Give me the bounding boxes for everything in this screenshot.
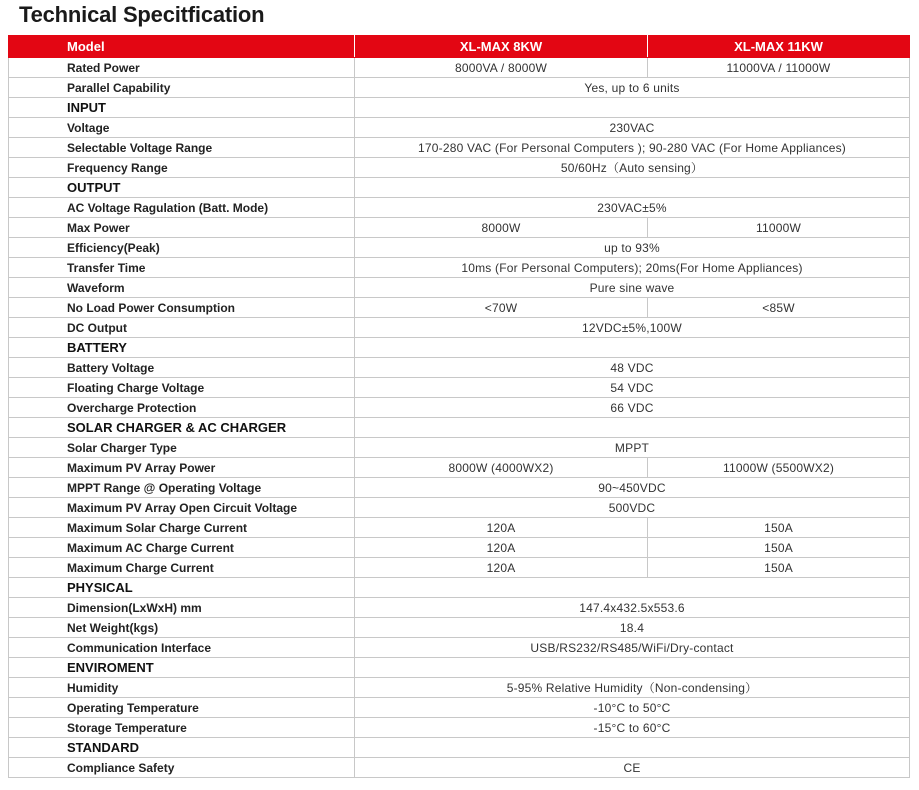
table-row (9, 718, 910, 738)
section-title-battery: BATTERY (9, 338, 355, 358)
section-empty-cell (355, 738, 910, 758)
table-row (9, 138, 910, 158)
row-value: USB/RS232/RS485/WiFi/Dry-contact (355, 638, 910, 658)
row-label: Maximum AC Charge Current (9, 538, 355, 558)
table-row (9, 398, 910, 418)
section-title-standard: STANDARD (9, 738, 355, 758)
row-label: Rated Power (9, 58, 355, 78)
row-value: 90~450VDC (355, 478, 910, 498)
section-row (9, 418, 910, 438)
row-value-a: <70W (355, 298, 648, 318)
table-row (9, 618, 910, 638)
table-row (9, 638, 910, 658)
row-value-b: <85W (648, 298, 910, 318)
section-title-environment: ENVIROMENT (9, 658, 355, 678)
row-value: 48 VDC (355, 358, 910, 378)
row-label: Dimension(LxWxH) mm (9, 598, 355, 618)
row-value: 5-95% Relative Humidity（Non-condensing） (355, 678, 910, 698)
row-value-a: 120A (355, 538, 648, 558)
table-row (9, 298, 910, 318)
row-label: Transfer Time (9, 258, 355, 278)
table-row (9, 478, 910, 498)
table-row (9, 218, 910, 238)
section-empty-cell (355, 418, 910, 438)
row-label: Communication Interface (9, 638, 355, 658)
row-value: MPPT (355, 438, 910, 458)
row-value-b: 150A (648, 518, 910, 538)
row-label: Humidity (9, 678, 355, 698)
table-row (9, 698, 910, 718)
row-label: No Load Power Consumption (9, 298, 355, 318)
table-row (9, 158, 910, 178)
section-title-input: INPUT (9, 98, 355, 118)
row-label: Floating Charge Voltage (9, 378, 355, 398)
row-value: 66 VDC (355, 398, 910, 418)
table-row (9, 498, 910, 518)
row-label: Voltage (9, 118, 355, 138)
row-value: 230VAC (355, 118, 910, 138)
row-value: -10°C to 50°C (355, 698, 910, 718)
table-row (9, 438, 910, 458)
row-value: 10ms (For Personal Computers); 20ms(For Home Appliances) (355, 258, 910, 278)
section-row (9, 658, 910, 678)
row-value: CE (355, 758, 910, 778)
row-value-a: 8000W (4000WX2) (355, 458, 648, 478)
row-label: Frequency Range (9, 158, 355, 178)
row-value-b: 11000VA / 11000W (648, 58, 910, 78)
section-row (9, 578, 910, 598)
row-label: Operating Temperature (9, 698, 355, 718)
table-row (9, 198, 910, 218)
section-empty-cell (355, 658, 910, 678)
header-model-label: Model (9, 36, 355, 58)
section-row (9, 178, 910, 198)
row-value: 54 VDC (355, 378, 910, 398)
table-row (9, 238, 910, 258)
table-row (9, 318, 910, 338)
table-row (9, 258, 910, 278)
row-label: Overcharge Protection (9, 398, 355, 418)
section-empty-cell (355, 578, 910, 598)
section-row (9, 98, 910, 118)
page-title: Technical Specitfication (19, 2, 265, 27)
row-value: 147.4x432.5x553.6 (355, 598, 910, 618)
row-label: Waveform (9, 278, 355, 298)
table-row (9, 278, 910, 298)
section-title-output: OUTPUT (9, 178, 355, 198)
row-value: 50/60Hz（Auto sensing） (355, 158, 910, 178)
table-header-row (9, 36, 910, 58)
section-title-physical: PHYSICAL (9, 578, 355, 598)
table-row (9, 118, 910, 138)
row-label: Efficiency(Peak) (9, 238, 355, 258)
row-value-b: 150A (648, 538, 910, 558)
section-row (9, 738, 910, 758)
row-value-b: 11000W (5500WX2) (648, 458, 910, 478)
row-value: -15°C to 60°C (355, 718, 910, 738)
row-label: Solar Charger Type (9, 438, 355, 458)
section-row (9, 338, 910, 358)
header-model-b: XL-MAX 11KW (648, 36, 910, 58)
row-label: DC Output (9, 318, 355, 338)
table-row (9, 458, 910, 478)
row-label: Maximum PV Array Open Circuit Voltage (9, 498, 355, 518)
table-row (9, 558, 910, 578)
row-label: Maximum PV Array Power (9, 458, 355, 478)
section-empty-cell (355, 98, 910, 118)
row-value-a: 8000W (355, 218, 648, 238)
row-value: 500VDC (355, 498, 910, 518)
row-value-a: 8000VA / 8000W (355, 58, 648, 78)
row-label: Net Weight(kgs) (9, 618, 355, 638)
row-label: Storage Temperature (9, 718, 355, 738)
row-value-a: 120A (355, 518, 648, 538)
row-value-b: 11000W (648, 218, 910, 238)
row-label: Max Power (9, 218, 355, 238)
section-empty-cell (355, 338, 910, 358)
row-label: Maximum Solar Charge Current (9, 518, 355, 538)
row-value: 18.4 (355, 618, 910, 638)
row-label: MPPT Range @ Operating Voltage (9, 478, 355, 498)
table-row (9, 358, 910, 378)
table-row (9, 78, 910, 98)
table-row (9, 378, 910, 398)
row-label: AC Voltage Ragulation (Batt. Mode) (9, 198, 355, 218)
table-row (9, 58, 910, 78)
header-model-a: XL-MAX 8KW (355, 36, 648, 58)
row-label: Maximum Charge Current (9, 558, 355, 578)
section-title-solar: SOLAR CHARGER & AC CHARGER (9, 418, 355, 438)
row-label: Selectable Voltage Range (9, 138, 355, 158)
section-empty-cell (355, 178, 910, 198)
table-row (9, 598, 910, 618)
spec-table (8, 35, 910, 778)
row-value-a: 120A (355, 558, 648, 578)
row-value: 230VAC±5% (355, 198, 910, 218)
row-label: Battery Voltage (9, 358, 355, 378)
row-label: Parallel Capability (9, 78, 355, 98)
row-value: 170-280 VAC (For Personal Computers ); 90-280 VAC (For Home Appliances) (355, 138, 910, 158)
table-row (9, 678, 910, 698)
row-label: Compliance Safety (9, 758, 355, 778)
row-value: up to 93% (355, 238, 910, 258)
table-row (9, 538, 910, 558)
row-value: 12VDC±5%,100W (355, 318, 910, 338)
row-value-b: 150A (648, 558, 910, 578)
table-row (9, 758, 910, 778)
row-value: Pure sine wave (355, 278, 910, 298)
row-value: Yes, up to 6 units (355, 78, 910, 98)
table-row (9, 518, 910, 538)
